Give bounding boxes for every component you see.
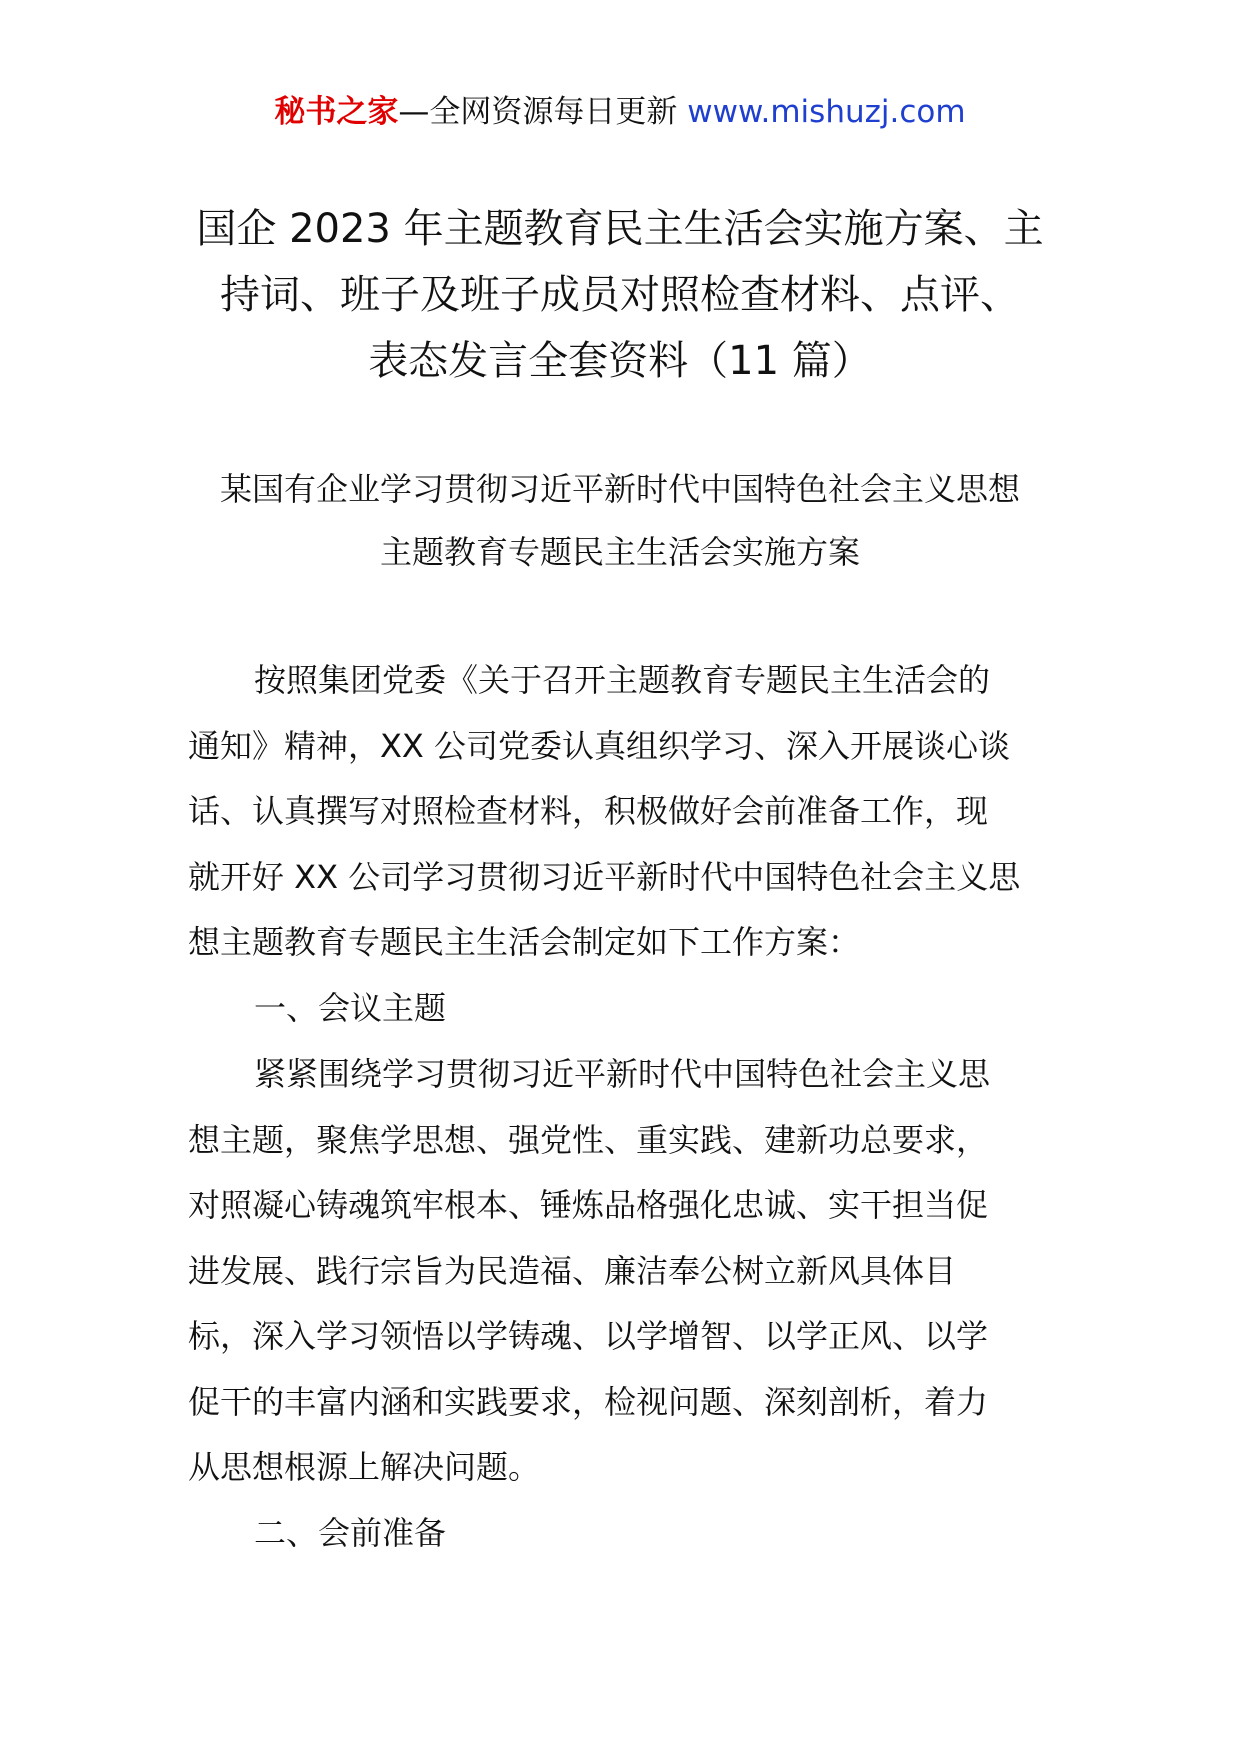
brand-name: 秘书之家 [274, 94, 399, 130]
paragraph-line: 对照凝心铸魂筑牢根本、锤炼品格强化忠诚、实干担当促 [188, 1186, 989, 1224]
paragraph-line: 就开好 XX 公司学习贯彻习近平新时代中国特色社会主义思 [188, 857, 1021, 896]
paragraph-line: 进发展、践行宗旨为民造福、廉洁奉公树立新风具体目 [188, 1251, 957, 1290]
paragraph-line: 想主题教育专题民主生活会制定如下工作方案： [188, 923, 861, 961]
paragraph-line: 紧紧围绕学习贯彻习近平新时代中国特色社会主义思 [254, 1055, 991, 1093]
subtitle-line: 主题教育专题民主生活会实施方案 [379, 533, 860, 571]
section-heading-text: 二、会前准备 [254, 1514, 447, 1552]
paragraph-line: 从思想根源上解决问题。 [188, 1448, 541, 1486]
title-line: 国企 2023 年主题教育民主生活会实施方案、主 [196, 206, 1044, 252]
paragraph-line: 通知》精神，XX 公司党委认真组织学习、深入开展谈心谈 [188, 726, 1011, 765]
theme-paragraph [188, 1042, 1068, 1501]
section-heading-2 [188, 1501, 1068, 1567]
title-line: 表态发言全套资料（11 篇） [368, 338, 872, 384]
paragraph-line: 标，深入学习领悟以学铸魂、以学增智、以学正风、以学 [188, 1317, 989, 1355]
header-tagline: —全网资源每日更新 [398, 94, 688, 130]
paragraph-line: 话、认真撰写对照检查材料，积极做好会前准备工作，现 [188, 792, 989, 830]
subtitle-line: 某国有企业学习贯彻习近平新时代中国特色社会主义思想 [219, 470, 1020, 508]
paragraph-line: 按照集团党委《关于召开主题教育专题民主生活会的 [254, 661, 991, 699]
paragraph-line: 促干的丰富内涵和实践要求，检视问题、深刻剖析，着力 [188, 1382, 989, 1421]
paragraph-line: 想主题，聚焦学思想、强党性、重实践、建新功总要求， [188, 1120, 989, 1159]
intro-paragraph [188, 648, 1068, 976]
site-url-link[interactable]: www.mishuzj.com [687, 94, 966, 130]
document-subtitle [160, 458, 1080, 584]
site-header [0, 92, 1240, 132]
document-title [160, 196, 1080, 394]
title-line: 持词、班子及班子成员对照检查材料、点评、 [220, 272, 1020, 318]
section-heading-text: 一、会议主题 [254, 989, 447, 1027]
section-heading-1 [188, 976, 1068, 1042]
